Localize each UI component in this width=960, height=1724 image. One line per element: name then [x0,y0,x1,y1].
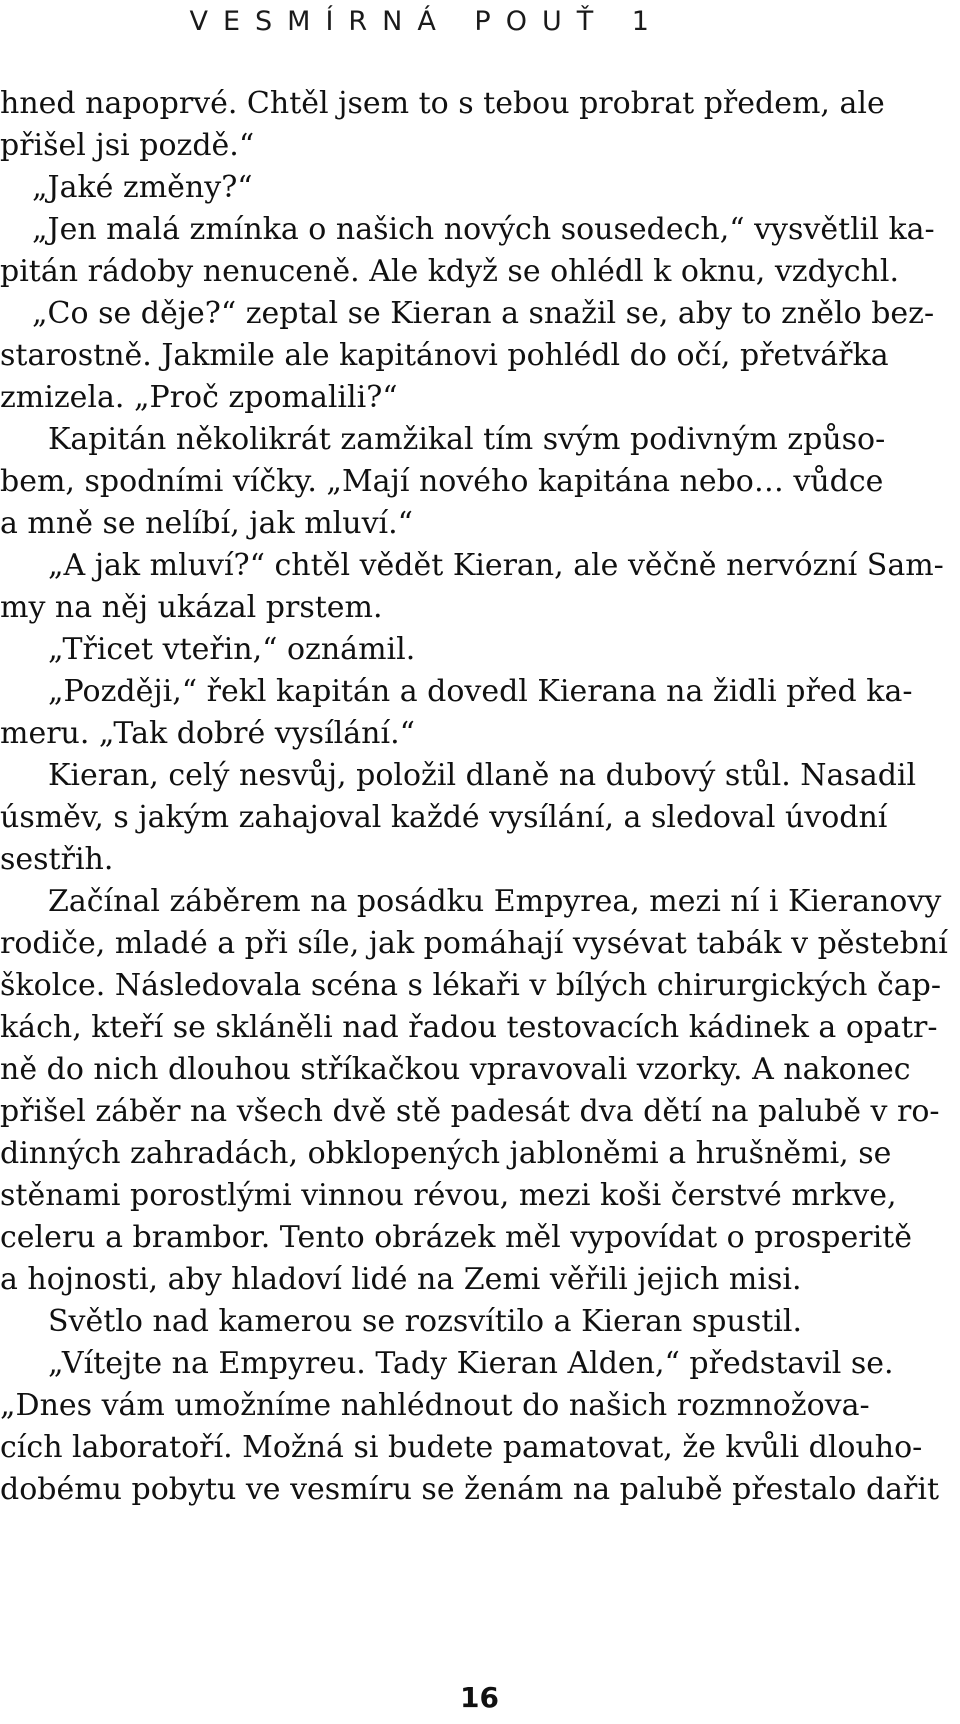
text-line: meru. „Tak dobré vysílání.“ [0,716,415,751]
text-line: „Dnes vám umožníme nahlédnout do našich rozmnožova- [0,1388,870,1423]
text-line: sestřih. [0,842,114,877]
text-line: rodiče, mladé a při síle, jak pomáhají vysévat tabák v pěstební [0,926,948,961]
text-line: Světlo nad kamerou se rozsvítilo a Kieran spustil. [48,1304,803,1339]
text-line: Začínal záběrem na posádku Empyrea, mezi ní i Kieranovy [48,884,942,919]
text-line: bem, spodními víčky. „Mají nového kapitána nebo… vůdce [0,464,884,499]
text-line: ně do nich dlouhou stříkačkou vpravovali vzorky. A nakonec [0,1052,911,1087]
text-line: „A jak mluví?“ chtěl vědět Kieran, ale věčně nervózní Sam- [48,548,944,583]
text-line: my na něj ukázal prstem. [0,590,383,625]
text-line: celeru a brambor. Tento obrázek měl vypovídat o prosperitě [0,1220,912,1255]
text-line: „Jen malá zmínka o našich nových sousedech,“ vysvětlil ka- [32,212,935,247]
text-line: zmizela. „Proč zpomalili?“ [0,380,398,415]
text-line: stěnami porostlými vinnou révou, mezi koši čerstvé mrkve, [0,1178,897,1213]
text-line: starostně. Jakmile ale kapitánovi pohlédl do očí, přetvářka [0,338,889,373]
text-line: kách, kteří se skláněli nad řadou testovacích kádinek a opatr- [0,1010,938,1045]
text-line: a hojnosti, aby hladoví lidé na Zemi věřili jejich misi. [0,1262,802,1297]
text-line: přišel jsi pozdě.“ [0,128,255,163]
text-line: „Co se děje?“ zeptal se Kieran a snažil se, aby to znělo bez- [32,296,935,331]
text-line: přišel záběr na všech dvě stě padesát dva dětí na palubě v ro- [0,1094,940,1129]
text-line: dinných zahradách, obklopených jabloněmi a hrušněmi, se [0,1136,892,1171]
text-line: a mně se nelíbí, jak mluví.“ [0,506,413,541]
text-line: pitán rádoby nenuceně. Ale když se ohlédl k oknu, vzdychl. [0,254,900,289]
page-number: 16 [460,1681,499,1714]
running-header: VESMÍRNÁ POUŤ 1 [189,6,664,37]
text-line: „Později,“ řekl kapitán a dovedl Kierana na židli před ka- [48,674,913,709]
text-line: Kieran, celý nesvůj, položil dlaně na dubový stůl. Nasadil [48,758,917,793]
text-line: úsměv, s jakým zahajoval každé vysílání, a sledoval úvodní [0,800,888,835]
text-line: Kapitán několikrát zamžikal tím svým podivným způso- [48,422,886,457]
text-line: hned napoprvé. Chtěl jsem to s tebou probrat předem, ale [0,86,885,121]
text-line: cích laboratoří. Možná si budete pamatovat, že kvůli dlouho- [0,1430,923,1465]
text-line: „Jaké změny?“ [32,170,253,205]
text-line: „Třicet vteřin,“ oznámil. [48,632,416,667]
text-line: školce. Následovala scéna s lékaři v bílých chirurgických čap- [0,968,941,1003]
text-line: dobému pobytu ve vesmíru se ženám na palubě přestalo dařit [0,1472,940,1507]
text-line: „Vítejte na Empyreu. Tady Kieran Alden,“ představil se. [48,1346,894,1381]
